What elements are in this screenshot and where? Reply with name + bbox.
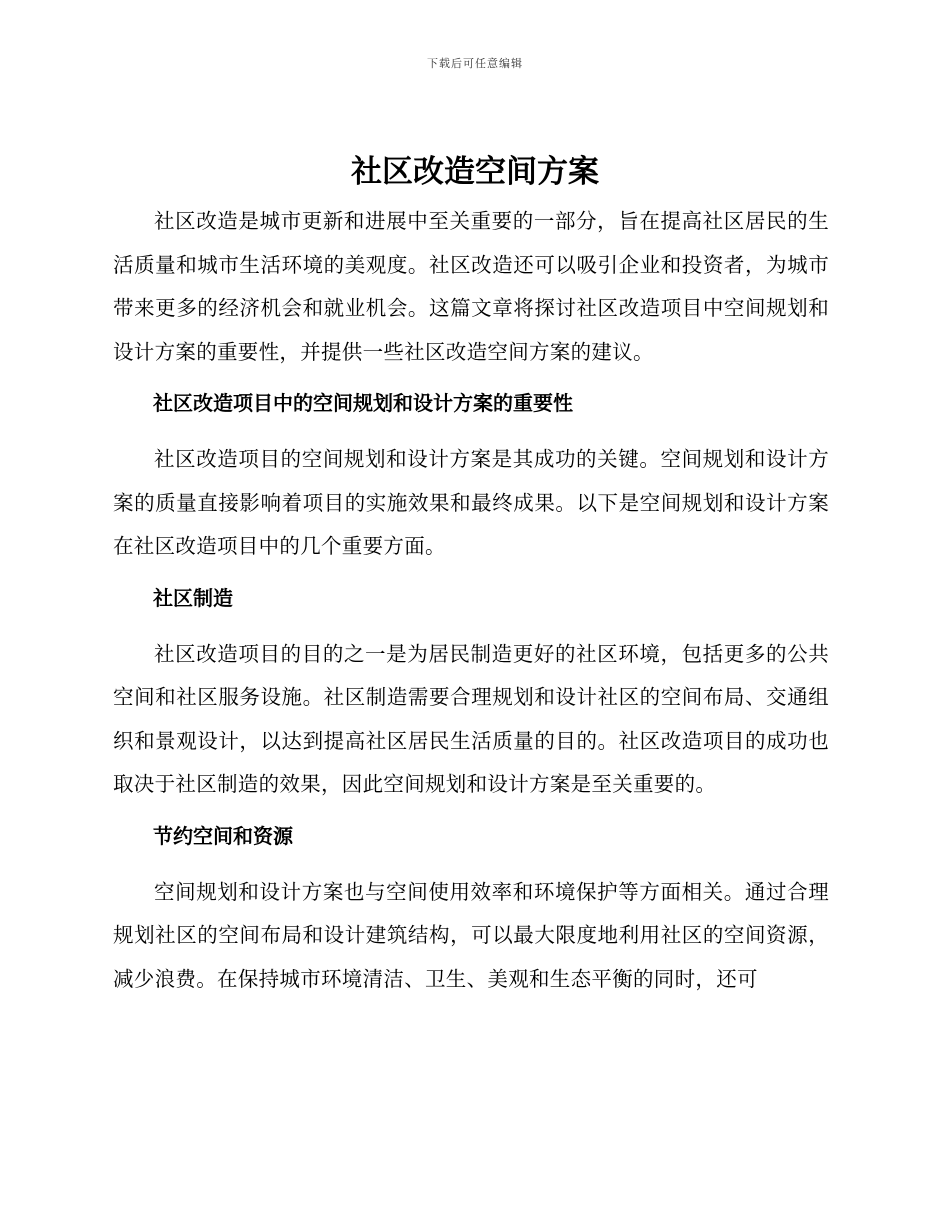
header-note: 下载后可任意编辑 [427, 57, 523, 70]
section-paragraph: 空间规划和设计方案也与空间使用效率和环境保护等方面相关。通过合理规划社区的空间布局和设计建筑结构，可以最大限度地利用社区的空间资源，减少浪费。在保持城市环境清洁、卫生、美观和生态平衡的同时，还可 [113, 879, 829, 991]
document-body [113, 200, 829, 1001]
intro-paragraph: 社区改造是城市更新和进展中至关重要的一部分，旨在提高社区居民的生活质量和城市生活环境的美观度。社区改造还可以吸引企业和投资者，为城市带来更多的经济机会和就业机会。这篇文章将探讨社区改造项目中空间规划和设计方案的重要性，并提供一些社区改造空间方案的建议。 [113, 209, 829, 364]
section-heading: 社区改造项目中的空间规划和设计方案的重要性 [153, 391, 573, 415]
document-title: 社区改造空间方案 [351, 154, 599, 190]
section-heading: 节约空间和资源 [153, 823, 293, 848]
section-heading: 社区制造 [153, 585, 233, 610]
section-paragraph: 社区改造项目的目的之一是为居民制造更好的社区环境，包括更多的公共空间和社区服务设施。社区制造需要合理规划和设计社区的空间布局、交通组织和景观设计，以达到提高社区居民生活质量的目的。社区改造项目的成功也取决于社区制造的效果，因此空间规划和设计方案是至关重要的。 [113, 641, 829, 796]
section-paragraph: 社区改造项目的空间规划和设计方案是其成功的关键。空间规划和设计方案的质量直接影响着项目的实施效果和最终成果。以下是空间规划和设计方案在社区改造项目中的几个重要方面。 [113, 447, 829, 558]
